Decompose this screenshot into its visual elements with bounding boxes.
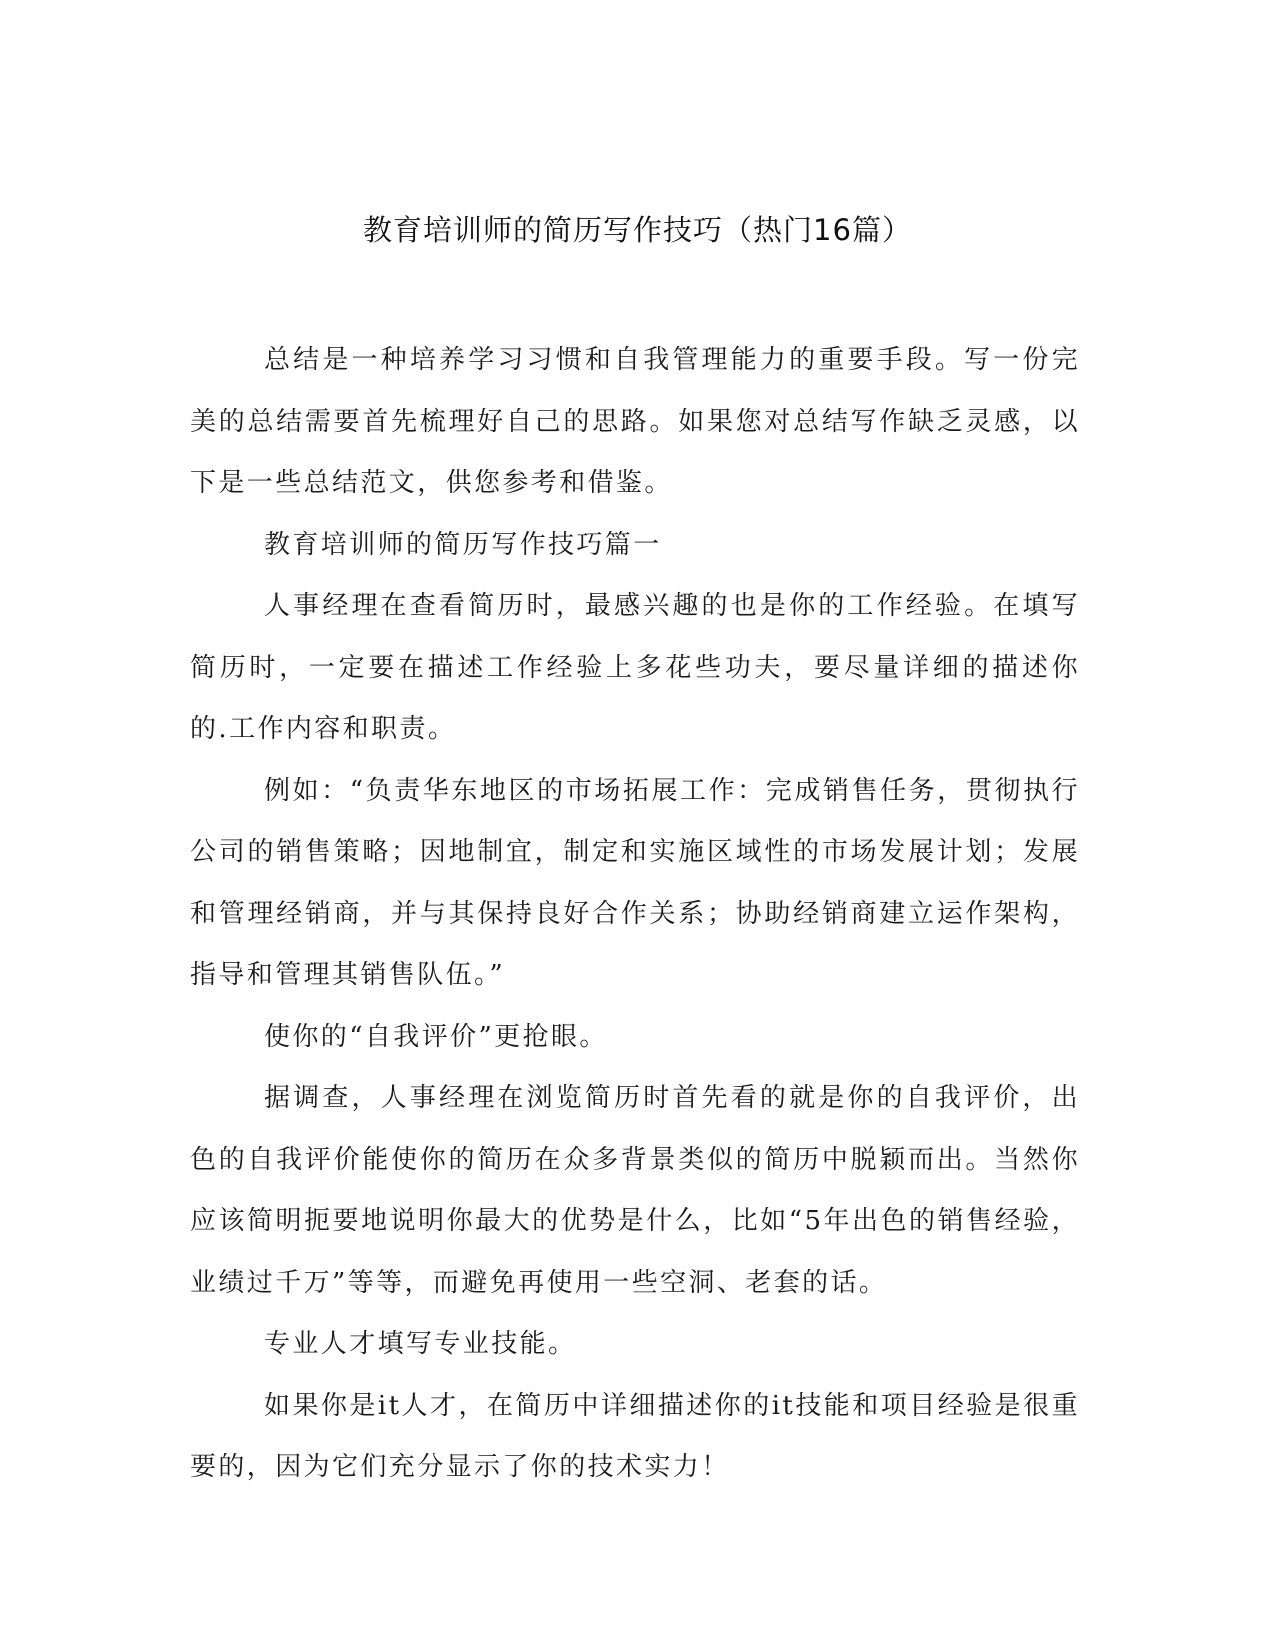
document-body xyxy=(190,330,1080,1499)
intro-paragraph: 总结是一种培养学习习惯和自我管理能力的重要手段。写一份完美的总结需要首先梳理好自己的思路。如果您对总结写作缺乏灵感，以下是一些总结范文，供您参考和借鉴。 xyxy=(190,345,1080,498)
paragraph-example: 例如：“负责华东地区的市场拓展工作：完成销售任务，贯彻执行公司的销售策略；因地制宜，制定和实施区域性的市场发展计划；发展和管理经销商，并与其保持良好合作关系；协助经销商建立运作架构，指导和管理其销售队伍。” xyxy=(190,775,1080,990)
paragraph-self-evaluation: 据调查，人事经理在浏览简历时首先看的就是你的自我评价，出色的自我评价能使你的简历在众多背景类似的简历中脱颖而出。当然你应该简明扼要地说明你最大的优势是什么，比如“5年出色的销售经验，业绩过千万”等等，而避免再使用一些空洞、老套的话。 xyxy=(190,1083,1080,1298)
paragraph-it-skills: 如果你是it人才，在简历中详细描述你的it技能和项目经验是很重要的，因为它们充分显示了你的技术实力！ xyxy=(190,1390,1080,1482)
paragraph-skills-heading: 专业人才填写专业技能。 xyxy=(264,1329,577,1359)
paragraph-work-experience: 人事经理在查看简历时，最感兴趣的也是你的工作经验。在填写简历时，一定要在描述工作经验上多花些功夫，要尽量详细的描述你的.工作内容和职责。 xyxy=(190,591,1080,744)
paragraph-self-evaluation-heading: 使你的“自我评价”更抢眼。 xyxy=(264,1021,608,1052)
document-title: 教育培训师的简历写作技巧（热门16篇） xyxy=(363,213,912,247)
section-heading: 教育培训师的简历写作技巧篇一 xyxy=(264,529,662,560)
